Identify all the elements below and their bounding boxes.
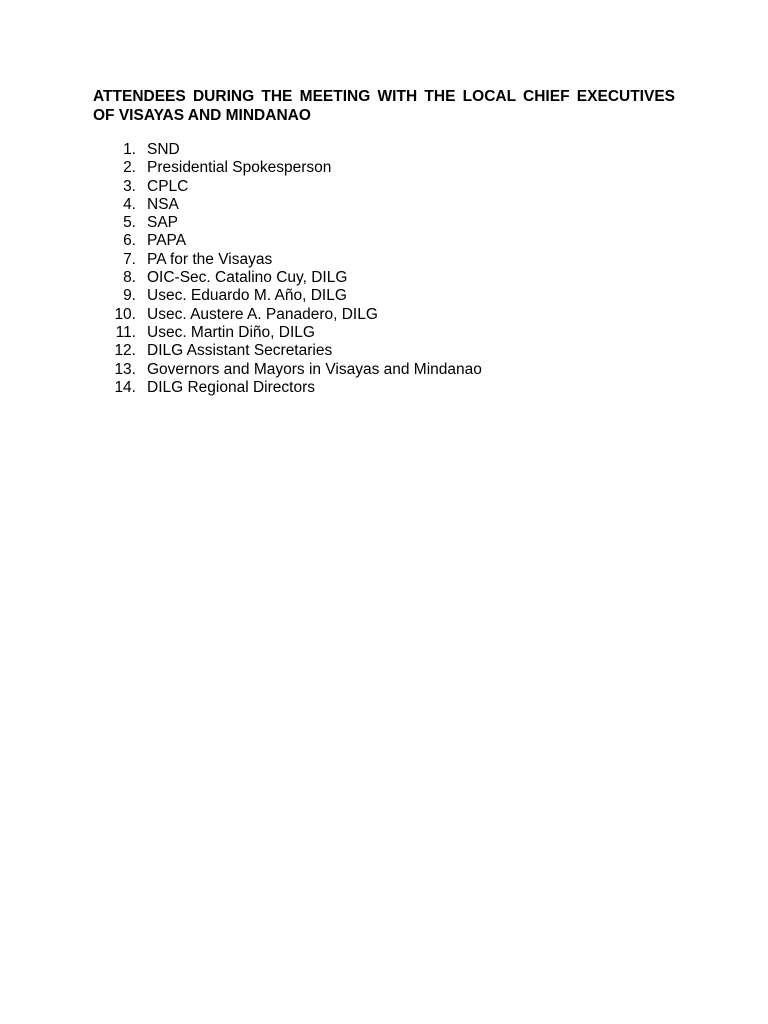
list-item: [93, 178, 482, 196]
item-number: 3.: [123, 177, 136, 195]
item-number: 7.: [123, 250, 136, 268]
list-item: [93, 196, 482, 214]
item-text: Usec. Austere A. Panadero, DILG: [147, 305, 378, 323]
item-text: PAPA: [147, 232, 187, 250]
item-number: 13.: [114, 360, 136, 378]
item-text: OIC-Sec. Catalino Cuy, DILG: [147, 269, 348, 287]
item-text: NSA: [147, 195, 179, 213]
list-item: [93, 306, 482, 324]
list-item: [93, 251, 482, 269]
document-heading: ATTENDEES DURING THE MEETING WITH THE LOCAL CHIEF EXECUTIVES OF VISAYAS AND MINDANAO: [93, 88, 675, 124]
item-text: CPLC: [147, 177, 189, 195]
list-item: [93, 361, 482, 379]
item-text: DILG Regional Directors: [147, 378, 315, 396]
list-item: [93, 214, 482, 232]
item-text: PA for the Visayas: [147, 250, 273, 268]
list-item: [93, 159, 482, 177]
item-text: SAP: [147, 214, 179, 232]
attendee-list: [93, 141, 482, 397]
item-number: 12.: [114, 342, 136, 360]
list-item: [93, 269, 482, 287]
list-item: [93, 342, 482, 360]
list-item: [93, 324, 482, 342]
item-number: 5.: [123, 214, 136, 232]
item-number: 8.: [123, 269, 136, 287]
list-item: [93, 232, 482, 250]
item-text: DILG Assistant Secretaries: [147, 342, 333, 360]
item-number: 4.: [123, 195, 136, 213]
item-text: Usec. Eduardo M. Año, DILG: [147, 287, 347, 305]
item-text: Usec. Martin Diño, DILG: [147, 323, 315, 341]
item-text: Presidential Spokesperson: [147, 159, 332, 177]
item-number: 14.: [114, 378, 136, 396]
item-number: 9.: [123, 287, 136, 305]
list-item: [93, 287, 482, 305]
item-number: 11.: [115, 323, 136, 341]
item-text: SND: [147, 141, 180, 158]
item-number: 6.: [123, 232, 136, 250]
item-number: 2.: [123, 159, 136, 177]
list-item: [93, 141, 482, 159]
item-text: Governors and Mayors in Visayas and Mindanao: [147, 360, 482, 378]
item-number: 10.: [114, 305, 136, 323]
list-item: [93, 379, 482, 397]
item-number: 1.: [123, 141, 136, 158]
